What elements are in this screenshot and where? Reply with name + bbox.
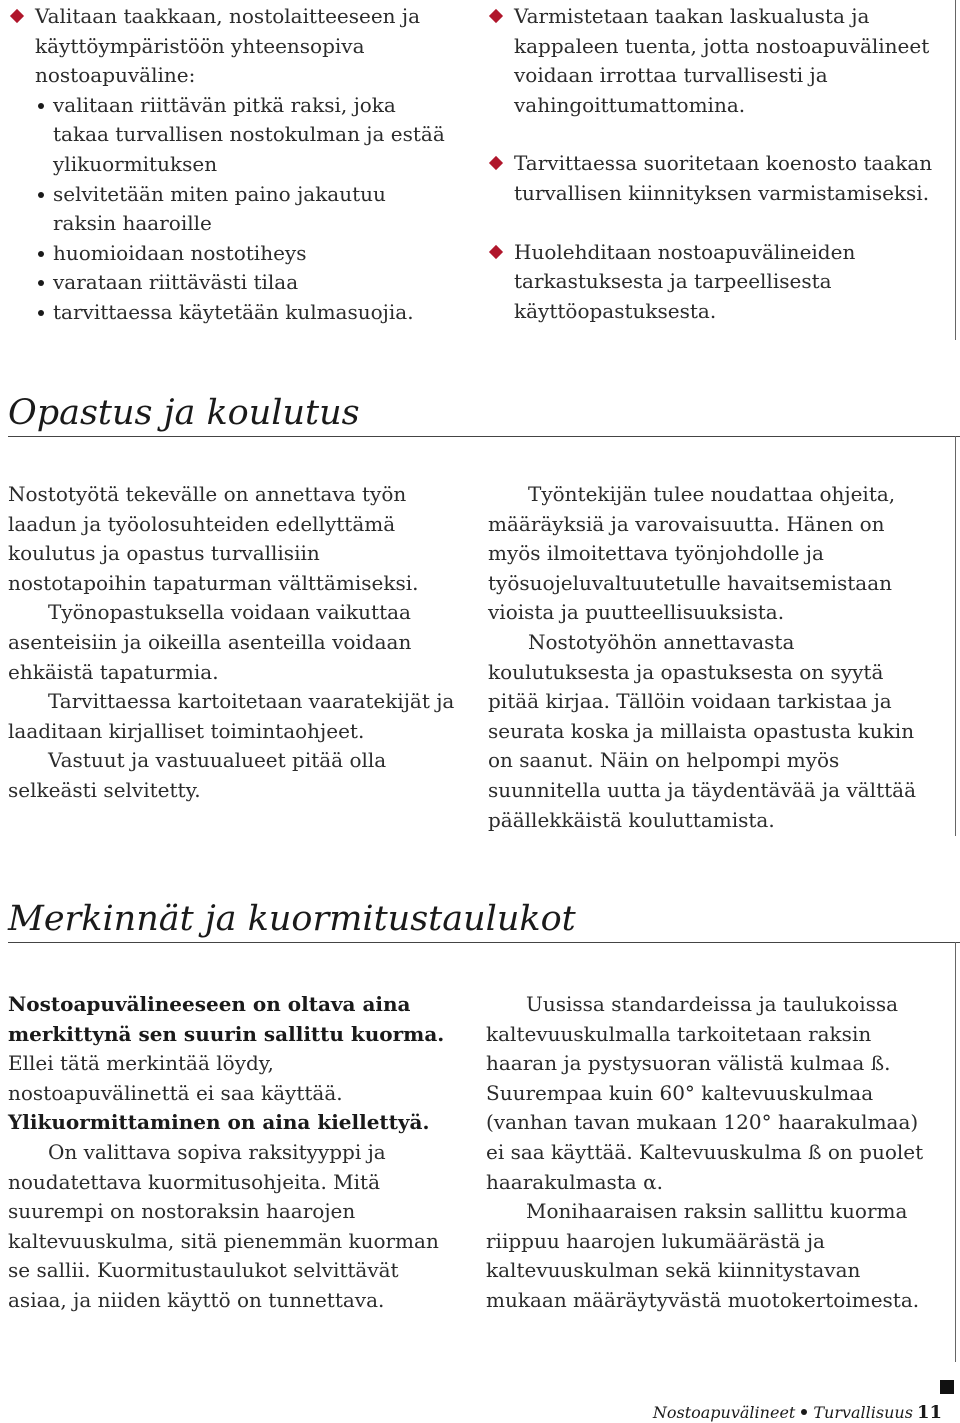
top-right-column — [487, 2, 942, 326]
section-heading: Opastus ja koulutus — [8, 392, 960, 437]
bullet-separator-icon — [801, 1409, 807, 1415]
intro-text: Valitaan taakkaan, nostolaitteeseen ja käyttöympäristöön yhteensopiva nostoapuväline: — [35, 4, 421, 88]
paragraph: Vastuut ja vastuualueet pitää olla selkeästi selvitetty. — [8, 748, 387, 802]
intro-item — [8, 2, 448, 91]
paragraph: Työntekijän tulee noudattaa ohjeita, määräyksiä ja varovaisuutta. Hänen on myös ilmoitettava työnjohdolle ja työsuojeluvaltuutetulle havaitsemistaan vioista ja puutteellisuuksista. — [488, 482, 896, 625]
list-item: selvitetään miten paino jakautuu raksin haaroille — [35, 180, 448, 239]
list-item: huomioidaan nostotiheys — [35, 239, 448, 269]
list-item: varataan riittävästi tilaa — [35, 268, 448, 298]
item-text: Huolehditaan nostoapuvälineiden tarkastuksesta ja tarpeellisesta käyttöopastuksesta. — [514, 239, 856, 323]
list-item — [487, 238, 942, 327]
diamond-bullet-icon — [489, 244, 503, 258]
section2-left-column — [8, 990, 456, 1316]
paragraph: Nostotyöhön annettavasta koulutuksesta ja opastuksesta on syytä pitää kirjaa. Tällöin voidaan tarkistaa ja seurata koska ja millaista opastusta kukin on saanut. Näin on helpompi myös suunnitella uutta ja täydentävää ja välttää päällekkäistä kouluttamista. — [488, 629, 916, 832]
section1-right-column — [488, 480, 938, 835]
section-heading: Merkinnät ja kuormitustaulukot — [8, 898, 960, 943]
item-text: Tarvittaessa suoritetaan koenosto taakan turvallisen kiinnityksen varmistamiseksi. — [514, 151, 933, 205]
bold-text: Nostoapuvälineeseen on oltava aina merkittynä sen suurin sallittu kuorma. — [8, 992, 445, 1046]
column-rule — [955, 942, 956, 1362]
paragraph: Uusissa standardeissa ja taulukoissa kaltevuuskulmalla tarkoitetaan raksin haaran ja pystysuoran välistä kulmaa ß. Suurempaa kuin 60° kaltevuuskulmaa (vanhan tavan mukaan 120° haarakulmaa) ei saa käyttää. Kaltevuuskulma ß on puolet haarakulmasta α. — [486, 992, 924, 1194]
page-footer — [653, 1402, 942, 1423]
footer-title: Nostoapuvälineet — [652, 1403, 796, 1422]
paragraph: Monihaaraisen raksin sallittu kuorma riippuu haarojen lukumäärästä ja kaltevuuskulman sekä kiinnitystavan mukaan määräytyvästä muotokertoimesta. — [486, 1199, 920, 1312]
paragraph-text: Ellei tätä merkintää löydy, nostoapuvälinettä ei saa käyttää. — [8, 1051, 343, 1105]
paragraph: Nostotyötä tekevälle on annettava työn laadun ja työolosuhteiden edellyttämä koulutus ja opastus turvallisiin nostotapoihin tapaturman välttämiseksi. — [8, 482, 419, 595]
list-item: valitaan riittävän pitkä raksi, joka takaa turvallisen nostokulman ja estää ylikuormituksen — [35, 91, 448, 180]
column-rule — [955, 436, 956, 836]
column-rule — [955, 0, 956, 340]
diamond-bullet-icon — [10, 9, 24, 23]
bold-text: Ylikuormittaminen on aina kiellettyä. — [8, 1110, 430, 1135]
requirements-list — [35, 91, 448, 328]
section2-right-column — [486, 990, 938, 1316]
section1-left-column — [8, 480, 460, 806]
paragraph: Tarvittaessa kartoitetaan vaaratekijät ja laaditaan kirjalliset toimintaohjeet. — [8, 689, 455, 743]
paragraph: On valittava sopiva raksityyppi ja noudatettava kuormitusohjeita. Mitä suurempi on nostoraksin haarojen kaltevuuskulma, sitä pienemmän kuorman se sallii. Kuormitustaulukot selvittävät asiaa, ja niiden käyttö on tunnettava. — [8, 1139, 439, 1312]
diamond-bullet-icon — [489, 156, 503, 170]
diamond-bullet-icon — [489, 9, 503, 23]
list-item — [487, 149, 942, 208]
paragraph — [8, 990, 456, 1138]
footer-subtitle: Turvallisuus — [813, 1403, 913, 1422]
top-left-column — [8, 2, 448, 328]
list-item: tarvittaessa käytetään kulmasuojia. — [35, 298, 448, 328]
list-item — [487, 2, 942, 120]
page-number: 11 — [916, 1402, 942, 1423]
corner-square-icon — [940, 1380, 954, 1394]
item-text: Varmistetaan taakan laskualusta ja kappaleen tuenta, jotta nostoapuvälineet voidaan irrottaa turvallisesti ja vahingoittumattomina. — [514, 4, 930, 117]
paragraph: Työnopastuksella voidaan vaikuttaa asenteisiin ja oikeilla asenteilla voidaan ehkäistä tapaturmia. — [8, 600, 412, 684]
